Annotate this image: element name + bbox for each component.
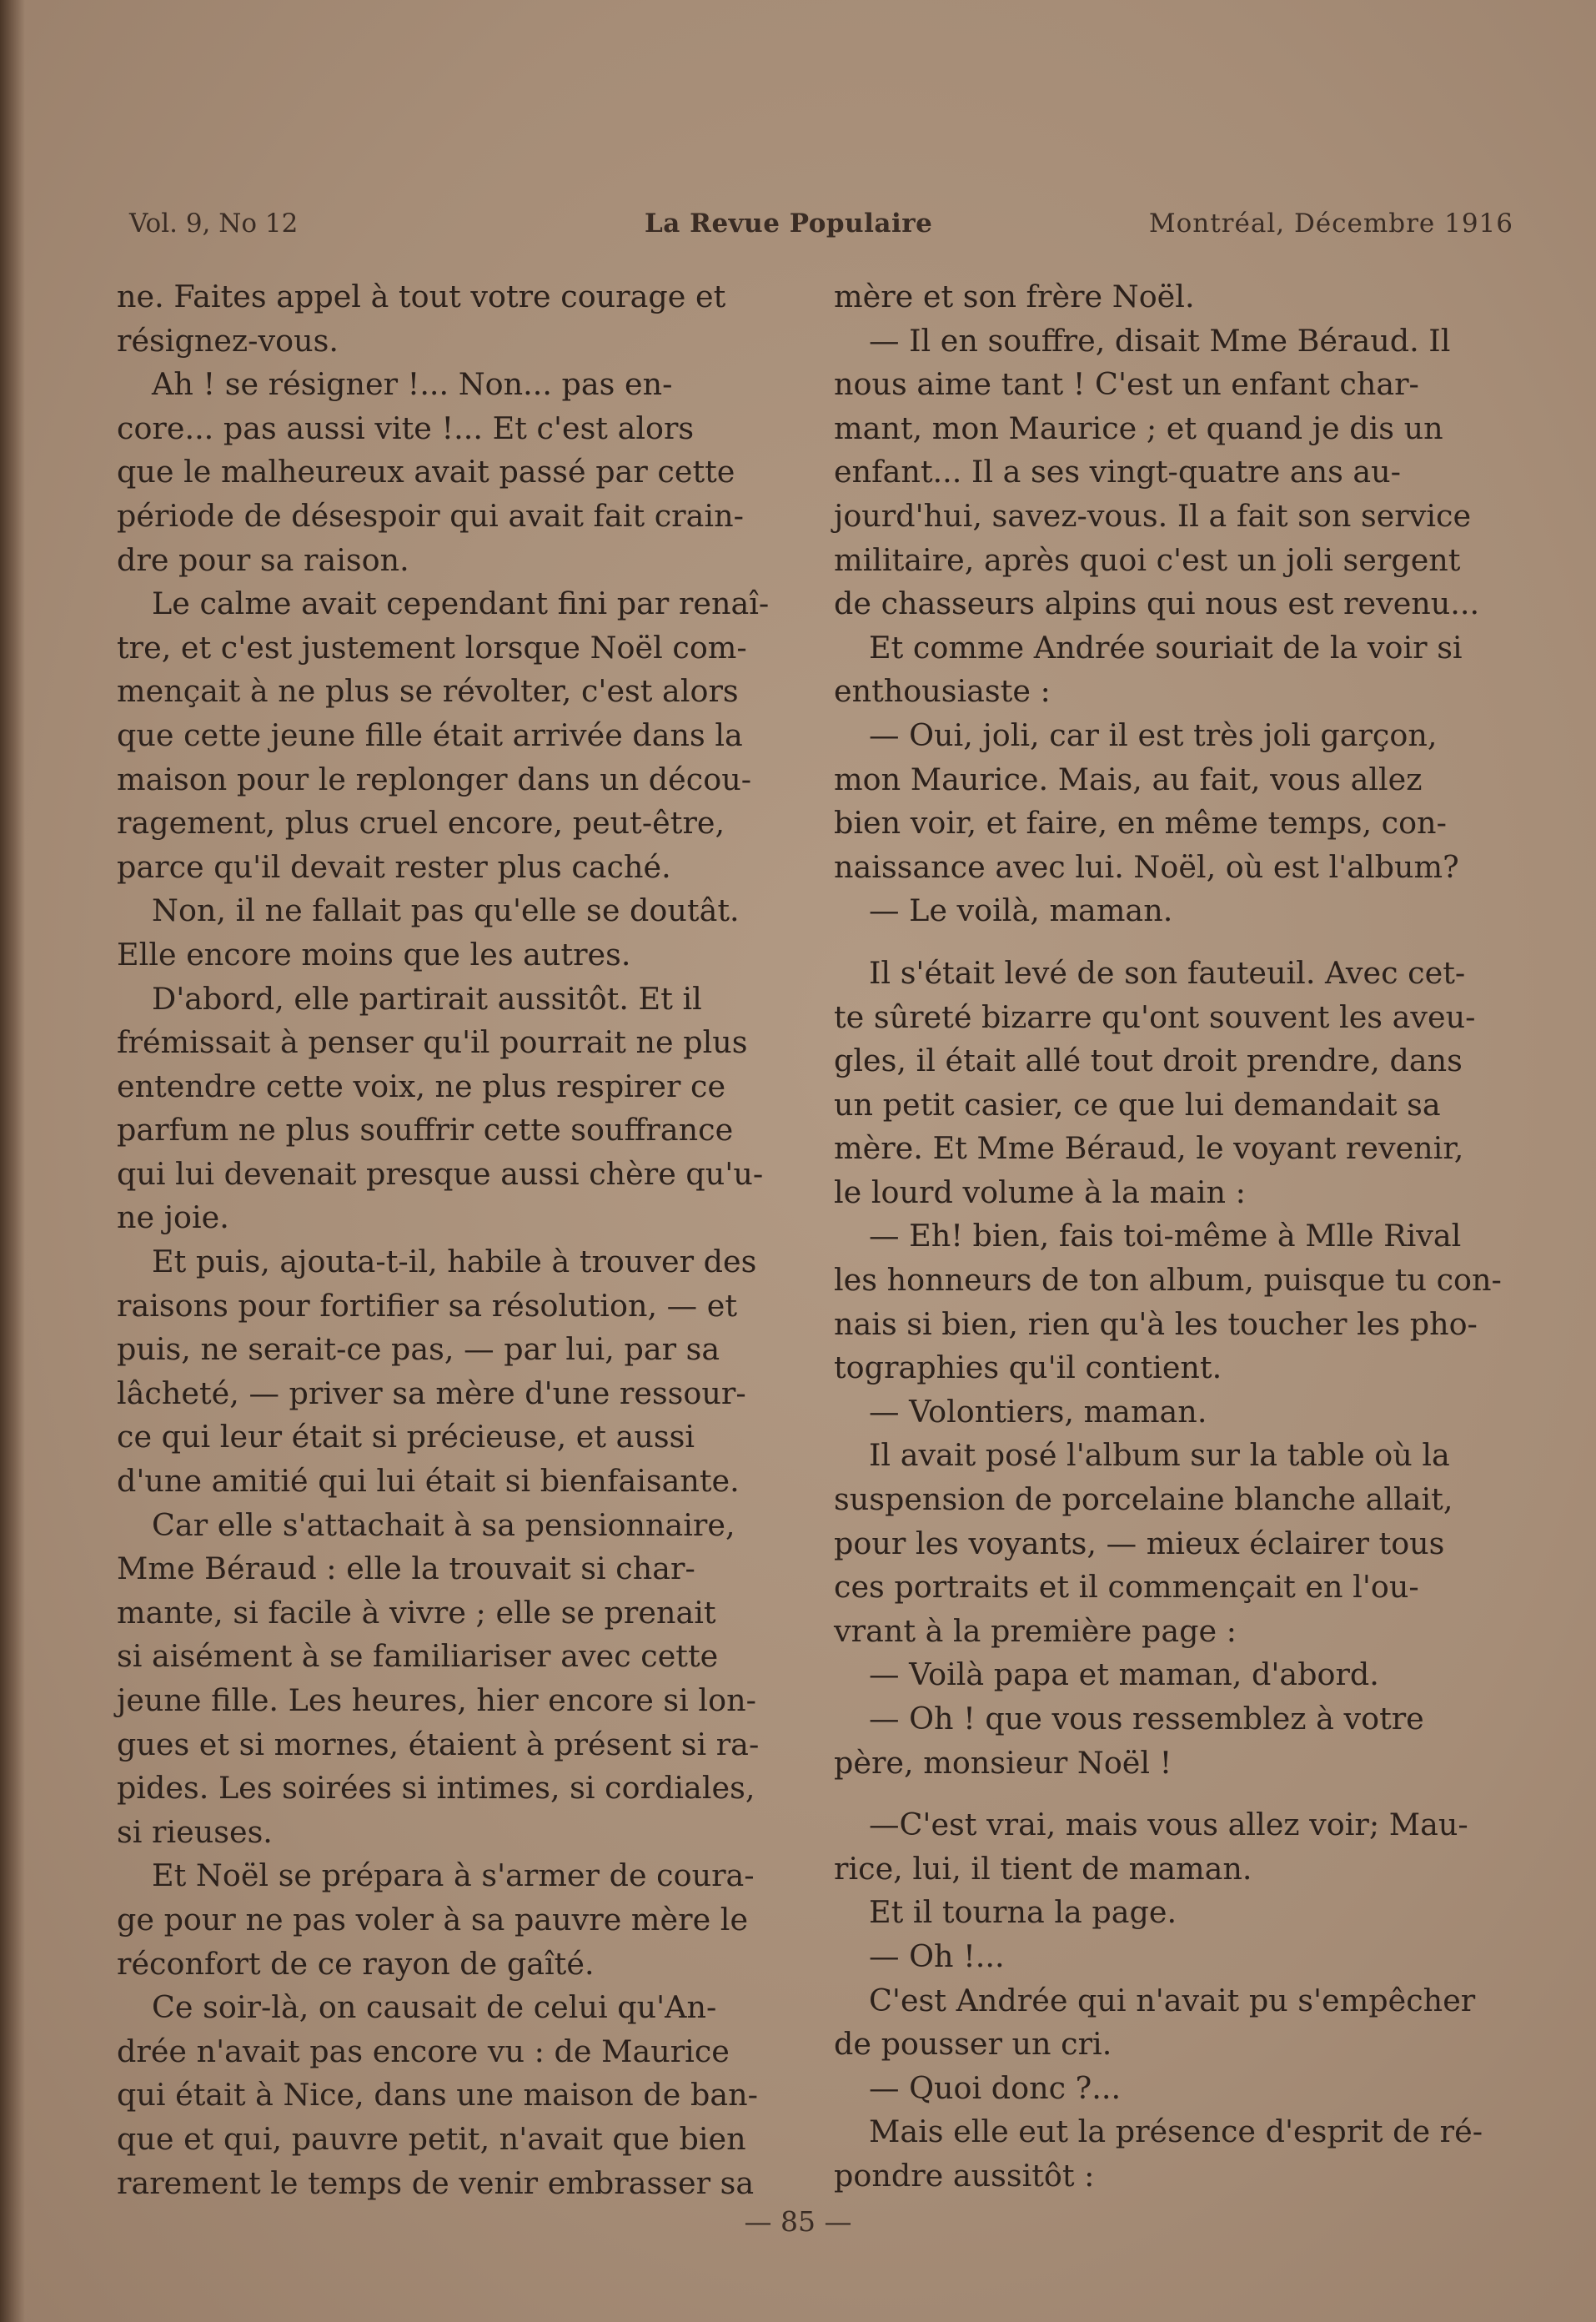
text-line: dre pour sa raison.	[117, 541, 409, 578]
text-line: de pousser un cri.	[834, 2026, 1112, 2063]
text-line: — Voilà papa et maman, d'abord.	[869, 1656, 1379, 1693]
text-line: pondre aussitôt :	[834, 2157, 1095, 2194]
paragraph-gap	[834, 1785, 1518, 1803]
text-line: que et qui, pauvre petit, n'avait que bien	[117, 2120, 746, 2157]
text-line: si rieuses.	[117, 1813, 273, 1850]
text-line: pides. Les soirées si intimes, si cordiales,	[117, 1770, 755, 1807]
text-line: Et puis, ajouta-t-il, habile à trouver des	[152, 1244, 757, 1280]
text-line: Ah ! se résigner !... Non... pas en-	[152, 366, 673, 403]
header-date: Montréal, Décembre 1916	[1148, 209, 1513, 239]
text-line: que cette jeune fille était arrivée dans la	[117, 716, 743, 753]
text-line: — Oh !...	[869, 1938, 1005, 1974]
text-line: ce qui leur était si précieuse, et aussi	[117, 1419, 695, 1455]
text-line: nous aime tant ! C'est un enfant char-	[834, 366, 1419, 403]
text-line: —C'est vrai, mais vous allez voir; Mau-	[869, 1807, 1468, 1843]
text-line: parce qu'il devait rester plus caché.	[117, 848, 671, 885]
text-line: — Quoi donc ?...	[869, 2069, 1122, 2106]
text-line: gues et si mornes, étaient à présent si ra-	[117, 1726, 760, 1762]
right-column-part-b	[834, 952, 1518, 1785]
text-line: Il s'était levé de son fauteuil. Avec cet-	[869, 954, 1466, 991]
header-volume: Vol. 9, No 12	[129, 209, 299, 239]
text-line: ge pour ne pas voler à sa pauvre mère le	[117, 1901, 749, 1938]
text-line: résignez-vous.	[117, 322, 339, 359]
text-line: lâcheté, — priver sa mère d'une ressour-	[117, 1375, 746, 1411]
text-line: Mais elle eut la présence d'esprit de ré-	[869, 2113, 1483, 2150]
text-line: suspension de porcelaine blanche allait,	[834, 1481, 1453, 1518]
text-line: tre, et c'est justement lorsque Noël com-	[117, 629, 747, 666]
left-column	[117, 275, 801, 2205]
text-line: — Oh ! que vous ressemblez à votre	[869, 1701, 1424, 1736]
text-line: drée n'avait pas encore vu : de Maurice	[117, 2033, 730, 2069]
book-spine-shadow	[0, 0, 25, 2322]
text-line: — Il en souffre, disait Mme Béraud. Il	[869, 322, 1451, 359]
text-line: gles, il était allé tout droit prendre, dans	[834, 1043, 1463, 1079]
text-line: parfum ne plus souffrir cette souffrance	[117, 1112, 734, 1148]
right-column	[834, 275, 1518, 2199]
text-line: mençait à ne plus se révolter, c'est alors	[117, 673, 739, 710]
text-line: si aisément à se familiariser avec cette	[117, 1638, 719, 1675]
text-line: enthousiaste :	[834, 673, 1051, 710]
text-line: Car elle s'attachait à sa pensionnaire,	[152, 1506, 735, 1543]
text-line: entendre cette voix, ne plus respirer ce	[117, 1068, 726, 1104]
text-line: ces portraits et il commençait en l'ou-	[834, 1569, 1419, 1606]
text-line: core... pas aussi vite !... Et c'est alors	[117, 410, 695, 446]
text-line: mon Maurice. Mais, au fait, vous allez	[834, 761, 1423, 797]
text-line: Et il tourna la page.	[869, 1894, 1177, 1931]
text-line: le lourd volume à la main :	[834, 1174, 1246, 1210]
text-line: vrant à la première page :	[834, 1612, 1237, 1649]
text-line: Mme Béraud : elle la trouvait si char-	[117, 1551, 695, 1587]
text-line: D'abord, elle partirait aussitôt. Et il	[152, 980, 702, 1017]
text-line: mante, si facile à vivre ; elle se prenait	[117, 1594, 716, 1631]
text-line: de chasseurs alpins qui nous est revenu...	[834, 586, 1480, 622]
text-line: maison pour le replonger dans un décou-	[117, 761, 752, 797]
text-line: jeune fille. Les heures, hier encore si lon-	[117, 1682, 756, 1718]
text-line: raisons pour fortifier sa résolution, — et	[117, 1287, 738, 1324]
text-line: — Le voilà, maman.	[869, 892, 1173, 929]
text-line: enfant... Il a ses vingt-quatre ans au-	[834, 454, 1402, 490]
text-line: Elle encore moins que les autres.	[117, 936, 631, 973]
text-line: te sûreté bizarre qu'ont souvent les aveu-	[834, 998, 1476, 1035]
text-line: qui était à Nice, dans une maison de ban-	[117, 2077, 758, 2113]
text-line: bien voir, et faire, en même temps, con-	[834, 805, 1447, 842]
right-column-part-a	[834, 275, 1518, 933]
page-number: — 85 —	[744, 2205, 852, 2238]
header-title: La Revue Populaire	[645, 209, 933, 239]
text-line: naissance avec lui. Noël, où est l'album?	[834, 848, 1459, 885]
text-line: Non, il ne fallait pas qu'elle se doutât.	[152, 892, 740, 929]
text-line: que le malheureux avait passé par cette	[117, 454, 735, 490]
text-line: mère. Et Mme Béraud, le voyant revenir,	[834, 1130, 1464, 1167]
text-line: Et Noël se prépara à s'armer de coura-	[152, 1857, 755, 1894]
text-line: ne joie.	[117, 1199, 229, 1236]
paragraph-gap	[834, 933, 1518, 952]
text-line: Et comme Andrée souriait de la voir si	[869, 629, 1463, 666]
text-line: les honneurs de ton album, puisque tu con-	[834, 1262, 1502, 1299]
text-line: — Volontiers, maman.	[869, 1393, 1207, 1430]
text-line: ne. Faites appel à tout votre courage et	[117, 279, 726, 314]
text-line: C'est Andrée qui n'avait pu s'empêcher	[869, 1982, 1476, 2018]
text-line: rarement le temps de venir embrasser sa	[117, 2164, 755, 2201]
text-line: pour les voyants, — mieux éclairer tous	[834, 1525, 1445, 1561]
text-line: Ce soir-là, on causait de celui qu'An-	[152, 1989, 717, 2026]
text-line: militaire, après quoi c'est un joli sergent	[834, 541, 1461, 578]
text-line: mère et son frère Noël.	[834, 279, 1195, 314]
text-line: ragement, plus cruel encore, peut-être,	[117, 805, 725, 842]
text-line: un petit casier, ce que lui demandait sa	[834, 1086, 1441, 1123]
text-line: Il avait posé l'album sur la table où la	[869, 1437, 1450, 1474]
text-line: réconfort de ce rayon de gaîté.	[117, 1945, 595, 1982]
right-column-part-c	[834, 1803, 1518, 2198]
text-line: d'une amitié qui lui était si bienfaisante.	[117, 1463, 740, 1500]
running-header	[129, 209, 1513, 245]
text-line: frémissait à penser qu'il pourrait ne plus	[117, 1024, 748, 1061]
text-line: période de désespoir qui avait fait crain-	[117, 497, 744, 534]
text-line: jourd'hui, savez-vous. Il a fait son service	[834, 497, 1472, 534]
text-line: — Oui, joli, car il est très joli garçon,	[869, 716, 1438, 753]
text-line: tographies qu'il contient.	[834, 1349, 1222, 1386]
text-line: nais si bien, rien qu'à les toucher les pho-	[834, 1305, 1478, 1342]
text-line: — Eh! bien, fais toi-même à Mlle Rival	[869, 1218, 1462, 1254]
text-line: rice, lui, il tient de maman.	[834, 1850, 1252, 1887]
text-line: mant, mon Maurice ; et quand je dis un	[834, 410, 1443, 446]
text-line: qui lui devenait presque aussi chère qu'u-	[117, 1155, 764, 1192]
text-line: puis, ne serait-ce pas, — par lui, par sa	[117, 1331, 720, 1368]
text-line: Le calme avait cependant fini par renaî-	[152, 586, 770, 622]
text-line: père, monsieur Noël !	[834, 1744, 1172, 1781]
